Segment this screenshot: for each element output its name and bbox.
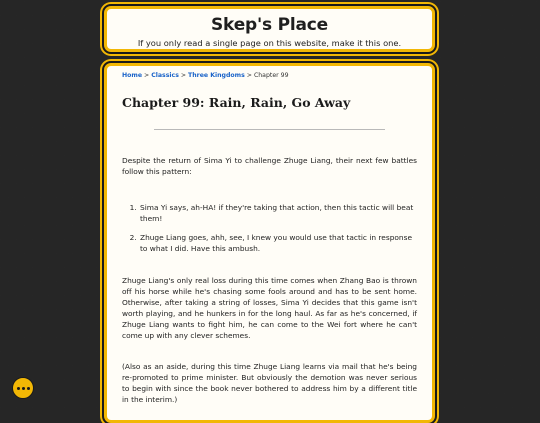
- breadcrumb-separator: >: [144, 72, 150, 79]
- menu-dot: [27, 387, 30, 390]
- breadcrumb: [122, 72, 417, 79]
- list-item: 2. Zhuge Liang goes, ahh, see, I knew you would use that tactic in response to what I did. Have this ambush.: [139, 232, 417, 254]
- site-title[interactable]: Skep's Place: [211, 15, 328, 35]
- content-panel: [104, 63, 435, 423]
- pattern-list: [122, 202, 417, 254]
- breadcrumb-classics-link[interactable]: Classics: [151, 72, 179, 79]
- article-intro: Despite the return of Sima Yi to challenge Zhuge Liang, their next few battles follow this pattern:: [122, 156, 417, 176]
- title-divider: [154, 129, 385, 130]
- list-item: 1. Sima Yi says, ah-HA! if they're taking that action, then this tactic will beat them!: [139, 202, 417, 224]
- page-title: Chapter 99: Rain, Rain, Go Away: [122, 95, 351, 110]
- breadcrumb-home-link[interactable]: Home: [122, 72, 143, 79]
- breadcrumb-three-kingdoms-link[interactable]: Three Kingdoms: [188, 72, 245, 79]
- breadcrumb-separator: >: [180, 72, 187, 79]
- breadcrumb-separator: >: [246, 72, 252, 79]
- more-horizontal-icon[interactable]: [12, 377, 34, 399]
- site-header: [104, 6, 435, 52]
- menu-dot: [17, 387, 20, 390]
- breadcrumb-current: Chapter 99: [253, 72, 289, 79]
- site-tagline: If you only read a single page on this website, make it this one.: [137, 38, 402, 48]
- article-paragraph: Zhuge Liang's only real loss during this time comes when Zhang Bao is thrown off his horse while he's chasing some fools around and has to be sent home. Otherwise, after taking a string of losses, Sima Yi decides that this game isn't worth playing, and he hunkers in for the long haul. As far as he's concerned, if Zhuge Liang wants to fight him, he can come to the Wei fort where he can't come up with any clever schemes.: [122, 276, 417, 340]
- menu-dot: [22, 387, 25, 390]
- article-paragraph: (Also as an aside, during this time Zhuge Liang learns via mail that he's being re-promoted to prime minister. But obviously the demotion was never serious to begin with since the book never bothered to address him by a different title in the interim.): [122, 362, 417, 404]
